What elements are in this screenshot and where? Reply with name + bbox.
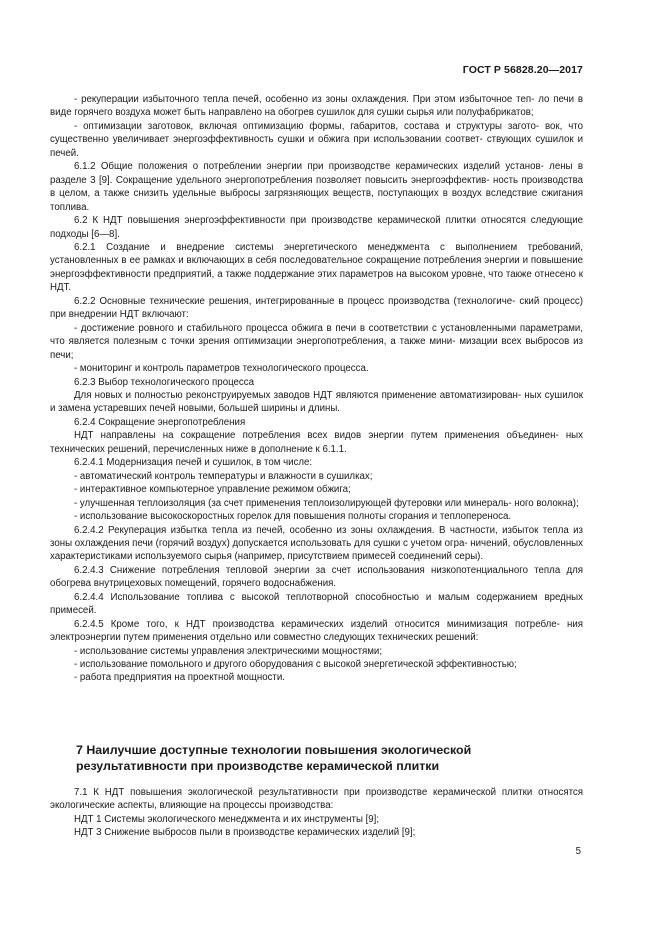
paragraph: - улучшенная теплоизоляция (за счет применения теплоизолирующей футеровки или минераль- ного волокна); [74,497,579,509]
section-title-line-2: результативности при производстве керамической плитки [76,759,440,773]
paragraph: - рекуперации избыточного тепла печей, особенно из зоны охлаждения. При этом избыточное теп- ло печи в виде горячего воздуха может быть направлено на обогрев сушилок для сушки сырья или полуфабрикатов; [50,94,583,119]
paragraph: - работа предприятия на проектной мощности. [74,672,285,684]
page-number: 5 [575,846,581,857]
section-7-heading [50,742,583,774]
paragraph: 6.2.4.1 Модернизация печей и сушилок, в том числе: [74,457,313,469]
subsection-heading: 6.2.4 Сокращение энергопотребления [74,416,246,428]
paragraph: 6.2.1 Создание и внедрение системы энергетического менеджмента с выполнением требований, установленных в ее рамках и включающих в себя последовательное сокращение потребления энергии и повышение энергоэффективности предприятий, а также поддержание этих параметров на высоком уровне, что также отнесено к НДТ. [50,241,583,294]
paragraph: - мониторинг и контроль параметров технологического процесса. [74,363,369,375]
paragraph: 6.2.2 Основные технические решения, интегрированные в процесс производства (технологиче- ский процесс) при внедрении НДТ включают: [50,295,583,321]
paragraph: 6.1.2 Общие положения о потреблении энергии при производстве керамических изделий установ- лены в разделе 3 [9]. Сокращение удельного энергопотребления позволяет повысить энергоэффектив- ность производства в целом, а также снизить удельные выбросы загрязняющих веществ, поступающих в воздух вследствие сжигания топлива. [50,161,583,213]
paragraph: - достижение ровного и стабильного процесса обжига в печи в соответствии с установленными параметрами, что является полезным с точки зрения оптимизации энергопотребления, а также мини- мизации всех выбросов из печи; [50,322,583,361]
section-title-line-1: 7 Наилучшие доступные технологии повышения экологической [76,743,472,757]
paragraph: НДТ 3 Снижение выбросов пыли в производстве керамических изделий [9]; [74,827,416,839]
section-7-body [50,786,583,840]
paragraph: - использование высокоскоростных горелок для повышения полноты сгорания и теплопереноса. [74,511,512,523]
paragraph: 6.2 К НДТ повышения энергоэффективности при производстве керамической плитки относятся следующие подходы [6—8]. [50,215,583,240]
paragraph: 6.2.4.4 Использование топлива с высокой теплотворной способностью и малым содержанием вредных примесей. [50,591,583,617]
paragraph: 6.2.4.5 Кроме того, к НДТ производства керамических изделий относится минимизация потребле- ния электроэнергии путем применения отдельно или совместно следующих технических решений: [50,618,583,644]
body-text [50,93,583,685]
paragraph: НДТ направлены на сокращение потребления всех видов энергии путем применения объединен- ных технических решений, перечисленных ниже в дополнение к 6.1.1. [50,430,583,455]
paragraph: 7.1 К НДТ повышения экологической результативности при производстве керамической плитки относятся экологические аспекты, влияющие на процессы производства: [50,787,583,812]
paragraph: - интерактивное компьютерное управление режимом обжига; [74,484,351,496]
document-code-header: ГОСТ Р 56828.20—2017 [462,64,583,76]
paragraph: - использование системы управления электрическими мощностями; [74,645,383,657]
paragraph: - автоматический контроль температуры и влажности в сушилках; [74,470,373,482]
paragraph: 6.2.4.2 Рекуперация избытка тепла из печей, особенно из зоны охлаждения. В частности, избыток тепла из зоны охлаждения печи (горячий воздух) допускается использовать для сушки с учетом огра- ничений, обусловленных характеристиками используемого сырья (например, присутствием примесей соединений серы). [50,524,583,563]
paragraph: Для новых и полностью реконструируемых заводов НДТ являются применение автоматизирован- ных сушилок и замена устаревших печей новыми, большей ширины и длины. [50,389,583,415]
subsection-heading: 6.2.3 Выбор технологического процесса [74,376,254,388]
paragraph: НДТ 1 Системы экологического менеджмента и их инструменты [9]; [74,813,380,825]
paragraph: - оптимизации заготовок, включая оптимизацию формы, габаритов, состава и структуры загото- вок, что существенно увеличивает энергоэффективность сушки и обжига при использовании соответ- ствующих сушилок и печей. [50,120,583,159]
paragraph: - использование помольного и другого оборудования с высокой энергетической эффективностью; [74,659,517,671]
paragraph: 6.2.4.3 Снижение потребления тепловой энергии за счет использования низкопотенциального тепла для обогрева внутрицеховых помещений, горячего водоснабжения. [50,564,583,590]
